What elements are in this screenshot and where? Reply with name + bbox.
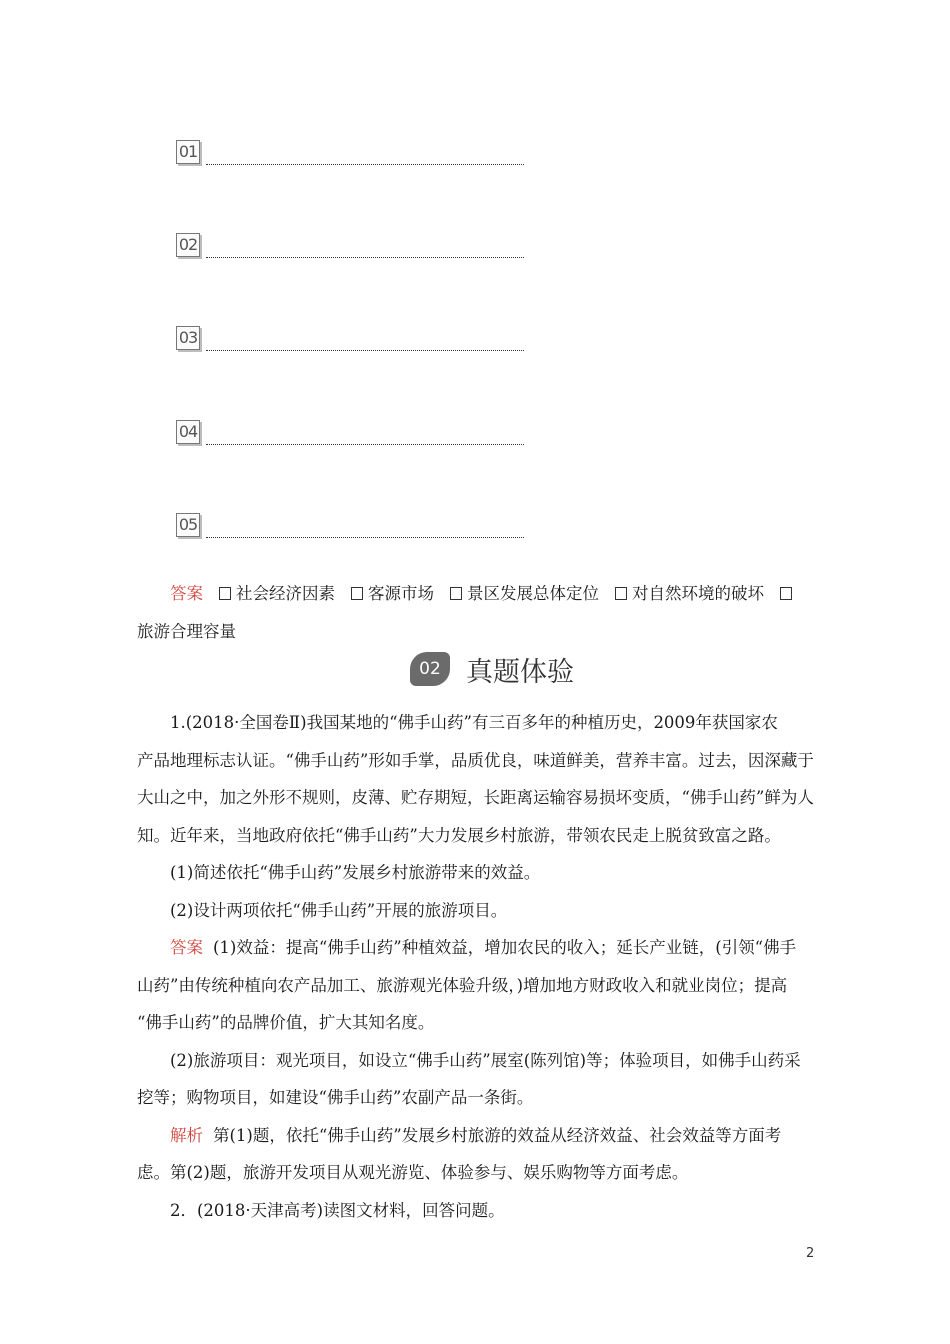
q1-answer-line: “佛手山药”的品牌价值，扩大其知名度。 bbox=[137, 1013, 435, 1032]
blank-05 bbox=[176, 513, 524, 549]
answer-item: 客源市场 bbox=[368, 584, 434, 603]
q1-sub-2-text: (2)设计两项依托“佛手山药”开展的旅游项目。 bbox=[170, 900, 508, 920]
answer-item: 景区发展总体定位 bbox=[467, 584, 599, 603]
q1-answer2-line bbox=[137, 1042, 817, 1080]
q1-answer-line: 山药”由传统种植向农产品加工、旅游观光体验升级，)增加地方财政收入和就业岗位；提高 bbox=[137, 975, 788, 995]
blank-marker bbox=[351, 587, 363, 600]
blanks-answer-line-1 bbox=[137, 575, 817, 613]
q1-stem-line: 知。近年来，当地政府依托“佛手山药”大力发展乡村旅游，带领农民走上脱贫致富之路。 bbox=[137, 825, 781, 845]
q1-analysis-line bbox=[137, 1117, 817, 1155]
dotted-line bbox=[206, 350, 524, 351]
q2-stem bbox=[137, 1192, 817, 1230]
dotted-line bbox=[206, 537, 524, 538]
q1-analysis-text: 第(1)题，依托“佛手山药”发展乡村旅游的效益从经济效益、社会效益等方面考 bbox=[213, 1125, 782, 1145]
blank-03 bbox=[176, 326, 524, 362]
number-box: 02 bbox=[176, 233, 200, 257]
q1-stem-line: 产品地理标志认证。“佛手山药”形如手掌，品质优良，味道鲜美，营养丰富。过去，因深藏于 bbox=[137, 750, 814, 770]
q1-sub-1-text: (1)简述依托“佛手山药”发展乡村旅游带来的效益。 bbox=[170, 863, 541, 882]
answer-label: 答案 bbox=[170, 938, 203, 957]
blank-02 bbox=[176, 233, 524, 269]
question-1 bbox=[137, 704, 817, 1229]
number-box: 04 bbox=[176, 420, 200, 444]
q1-stem-line: 大山之中，加之外形不规则，皮薄、贮存期短，长距离运输容易损坏变质，“佛手山药”鲜为人 bbox=[137, 788, 814, 807]
blanks-answer-line-2 bbox=[137, 613, 817, 651]
analysis-label: 解析 bbox=[170, 1125, 203, 1145]
answer-item: 社会经济因素 bbox=[236, 584, 335, 603]
blank-marker bbox=[615, 587, 627, 600]
q1-answer2-text: (2)旅游项目：观光项目，如设立“佛手山药”展室(陈列馆)等；体验项目，如佛手山药采 bbox=[170, 1050, 801, 1070]
dotted-line bbox=[206, 257, 524, 258]
blanks-answer bbox=[137, 575, 817, 650]
answer-label: 答案 bbox=[170, 584, 203, 603]
q1-analysis-line: 虑。第(2)题，旅游开发项目从观光游览、体验参与、娱乐购物等方面考虑。 bbox=[137, 1163, 689, 1182]
page-number: 2 bbox=[806, 1246, 815, 1261]
q1-answer2-line: 挖等；购物项目，如建设“佛手山药”农副产品一条街。 bbox=[137, 1088, 534, 1107]
dotted-line bbox=[206, 164, 524, 165]
q1-stem-text: 1.(2018·全国卷Ⅱ)我国某地的“佛手山药”有三百多年的种植历史，2009年获国家农 bbox=[170, 713, 778, 732]
q1-stem-line bbox=[137, 704, 817, 742]
q1-sub-1 bbox=[137, 854, 817, 892]
answer-item: 旅游合理容量 bbox=[137, 621, 236, 641]
blank-01 bbox=[176, 140, 524, 176]
q2-stem-text: 2．(2018·天津高考)读图文材料，回答问题。 bbox=[170, 1200, 505, 1220]
blank-marker bbox=[780, 587, 792, 600]
section-title: 真题体验 bbox=[466, 657, 574, 688]
number-box: 01 bbox=[176, 140, 200, 164]
blank-marker bbox=[219, 587, 231, 600]
blank-marker bbox=[450, 587, 462, 600]
q1-answer-line bbox=[137, 929, 817, 967]
section-badge: 02 bbox=[410, 652, 450, 686]
q1-sub-2 bbox=[137, 892, 817, 930]
answer-item: 对自然环境的破坏 bbox=[632, 584, 764, 603]
dotted-line bbox=[206, 444, 524, 445]
q1-answer-text: (1)效益：提高“佛手山药”种植效益，增加农民的收入；延长产业链，(引领“佛手 bbox=[213, 938, 797, 957]
number-box: 05 bbox=[176, 513, 200, 537]
blank-04 bbox=[176, 420, 524, 456]
number-box: 03 bbox=[176, 326, 200, 350]
